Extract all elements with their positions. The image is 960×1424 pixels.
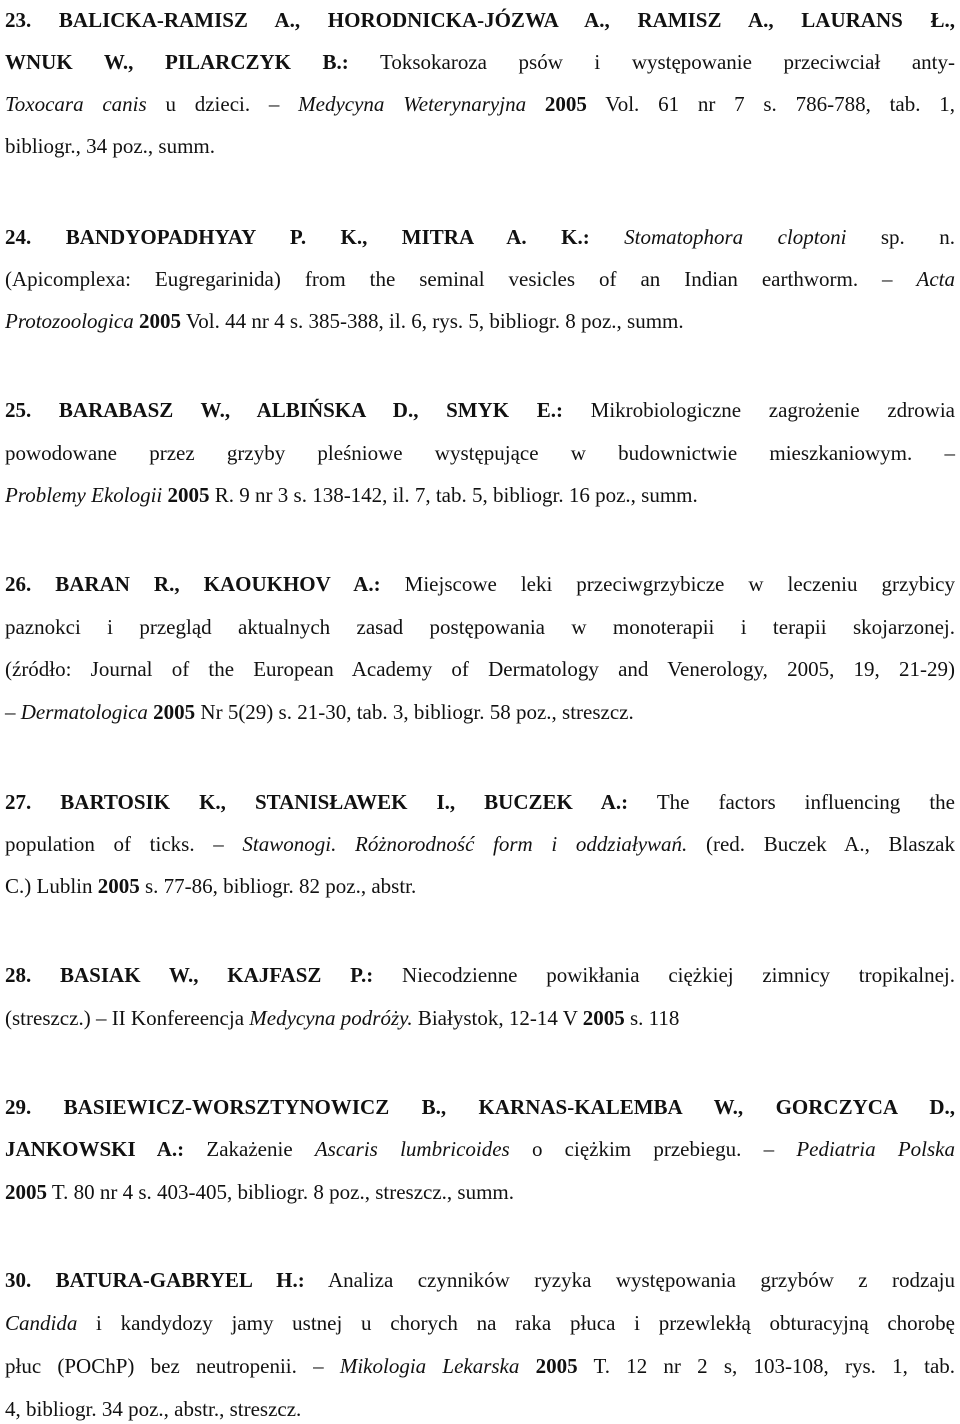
author-text: 2005 xyxy=(544,92,587,116)
citation-text: population of ticks. – xyxy=(5,832,243,856)
entry-line xyxy=(5,483,955,507)
title-italic-text: Dermatologica xyxy=(20,700,148,724)
title-italic-text: Toxocara canis xyxy=(5,92,147,116)
author-text: 2005 xyxy=(535,1354,578,1378)
citation-text: T. 80 nr 4 s. 403-405, bibliogr. 8 poz., streszcz., summ. xyxy=(47,1180,515,1204)
entry-line xyxy=(5,832,955,856)
entry-line xyxy=(5,441,955,465)
citation-text: Mikrobiologiczne zagrożenie zdrowia xyxy=(563,398,955,422)
entry-line xyxy=(5,1311,955,1335)
title-italic-text: Stomatophora cloptoni xyxy=(624,225,847,249)
entry-line xyxy=(5,92,955,116)
author-text: 2005 xyxy=(97,874,140,898)
author-text: 24. BANDYOPADHYAY P. K., MITRA A. K.: xyxy=(5,225,590,249)
citation-text: Nr 5(29) s. 21-30, tab. 3, bibliogr. 58 poz., streszcz. xyxy=(195,700,634,724)
entry-line xyxy=(5,874,955,898)
citation-text: u dzieci. – xyxy=(146,92,299,116)
citation-text: Zakażenie xyxy=(184,1137,315,1161)
author-text: 2005 xyxy=(167,483,210,507)
citation-text: Niecodzienne powikłania ciężkiej zimnicy tropikalnej. xyxy=(373,963,955,987)
citation-text: paznokci i przegląd aktualnych zasad postępowania w monoterapii i terapii skojarzonej. xyxy=(5,615,955,639)
citation-text: o ciężkim przebiegu. – xyxy=(509,1137,797,1161)
author-text: 2005 xyxy=(582,1006,625,1030)
citation-text: 4, bibliogr. 34 poz., abstr., streszcz. xyxy=(5,1397,302,1421)
author-text: 29. BASIEWICZ-WORSZTYNOWICZ B., KARNAS-KALEMBA W., GORCZYCA D., xyxy=(5,1095,955,1119)
citation-text xyxy=(519,1354,535,1378)
title-italic-text: Ascaris lumbricoides xyxy=(314,1137,510,1161)
entry-line xyxy=(5,267,955,291)
citation-text: Vol. 61 nr 7 s. 786-788, tab. 1, xyxy=(586,92,956,116)
citation-text xyxy=(590,225,624,249)
citation-text: s. 118 xyxy=(624,1006,680,1030)
author-text: 28. BASIAK W., KAJFASZ P.: xyxy=(5,963,374,987)
title-italic-text: Medycyna podróży. xyxy=(249,1006,413,1030)
citation-text: (streszcz.) – II Konfereencja xyxy=(5,1006,250,1030)
author-text: JANKOWSKI A.: xyxy=(5,1137,185,1161)
entry-line xyxy=(5,1137,955,1161)
entry-line xyxy=(5,1095,955,1119)
citation-text: T. 12 nr 2 s, 103-108, rys. 1, tab. xyxy=(577,1354,956,1378)
author-text: 30. BATURA-GABRYEL H.: xyxy=(5,1268,305,1292)
citation-text: Toksokaroza psów i występowanie przeciwciał anty- xyxy=(348,50,955,74)
title-italic-text: Candida xyxy=(5,1311,78,1335)
citation-text xyxy=(526,92,545,116)
author-text: 25. BARABASZ W., ALBIŃSKA D., SMYK E.: xyxy=(5,398,563,422)
citation-text: sp. n. xyxy=(846,225,955,249)
entry-line xyxy=(5,572,955,596)
title-italic-text: Stawonogi. Różnorodność form i oddziaływań. xyxy=(242,832,688,856)
title-italic-text: Problemy Ekologii xyxy=(5,483,163,507)
author-text: 2005 xyxy=(5,1180,47,1204)
entry-line xyxy=(5,615,955,639)
entry-line xyxy=(5,398,955,422)
entry-line xyxy=(5,700,955,724)
entry-line xyxy=(5,1180,955,1204)
citation-text: Analiza czynników ryzyka występowania grzybów z rodzaju xyxy=(304,1268,955,1292)
citation-text: (źródło: Journal of the European Academy of Dermatology and Venerology, 2005, 19, 21-29) xyxy=(5,657,955,681)
author-text: 26. BARAN R., KAOUKHOV A.: xyxy=(5,572,381,596)
title-italic-text: Pediatria Polska xyxy=(796,1137,956,1161)
citation-text: Miejscowe leki przeciwgrzybicze w leczeniu grzybicy xyxy=(380,572,955,596)
entry-line xyxy=(5,963,955,987)
citation-text: płuc (POChP) bez neutropenii. – xyxy=(5,1354,340,1378)
entry-line xyxy=(5,1354,955,1378)
entry-line xyxy=(5,1006,955,1030)
author-text: 2005 xyxy=(138,309,181,333)
entry-line xyxy=(5,1397,955,1421)
citation-text: R. 9 nr 3 s. 138-142, il. 7, tab. 5, bibliogr. 16 poz., summ. xyxy=(209,483,698,507)
author-text: WNUK W., PILARCZYK B.: xyxy=(5,50,349,74)
entry-line xyxy=(5,225,955,249)
citation-text: (Apicomplexa: Eugregarinida) from the seminal vesicles of an Indian earthworm. – xyxy=(5,267,917,291)
citation-text: The factors influencing the xyxy=(628,790,955,814)
citation-text: s. 77-86, bibliogr. 82 poz., abstr. xyxy=(139,874,417,898)
author-text: 27. BARTOSIK K., STANISŁAWEK I., BUCZEK A.: xyxy=(5,790,629,814)
citation-text: C.) Lublin xyxy=(5,874,98,898)
title-italic-text: Acta xyxy=(916,267,955,291)
entry-line xyxy=(5,8,955,32)
citation-text: powodowane przez grzyby pleśniowe występujące w budownictwie mieszkaniowym. – xyxy=(5,441,955,465)
author-text: 23. BALICKA-RAMISZ A., HORODNICKA-JÓZWA A., RAMISZ A., LAURANS Ł., xyxy=(5,8,955,32)
citation-text: i kandydozy jamy ustnej u chorych na raka płuca i przewlekłą obturacyjną chorobę xyxy=(77,1311,955,1335)
entry-line xyxy=(5,309,955,333)
citation-text: – xyxy=(5,700,21,724)
entry-line xyxy=(5,790,955,814)
title-italic-text: Medycyna Weterynaryjna xyxy=(298,92,527,116)
entry-line xyxy=(5,50,955,74)
entry-line xyxy=(5,657,955,681)
author-text: 2005 xyxy=(153,700,196,724)
entry-line xyxy=(5,134,955,158)
title-italic-text: Protozoologica xyxy=(5,309,134,333)
citation-text: Vol. 44 nr 4 s. 385-388, il. 6, rys. 5, bibliogr. 8 poz., summ. xyxy=(180,309,684,333)
citation-text: (red. Buczek A., Blaszak xyxy=(687,832,955,856)
citation-text: bibliogr., 34 poz., summ. xyxy=(5,134,215,158)
title-italic-text: Mikologia Lekarska xyxy=(339,1354,520,1378)
entry-line xyxy=(5,1268,955,1292)
citation-text: Białystok, 12-14 V xyxy=(412,1006,583,1030)
